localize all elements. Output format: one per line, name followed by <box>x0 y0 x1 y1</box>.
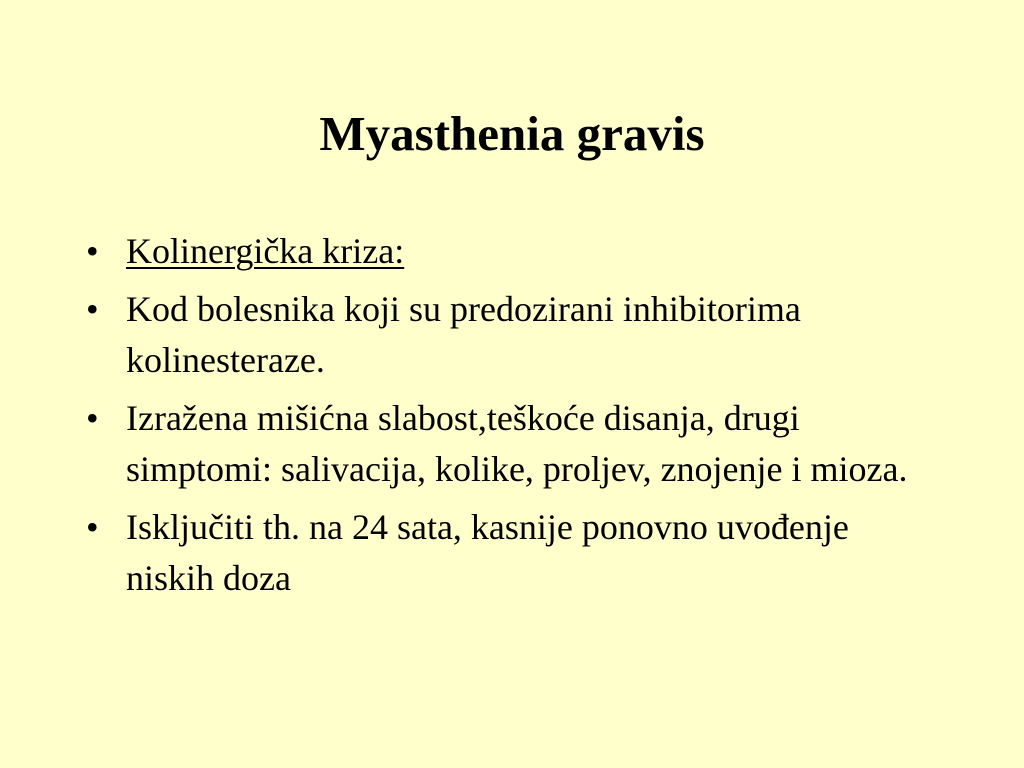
bullet-item-treatment <box>86 502 926 604</box>
bullet-text: Izražena mišićna slabost,teškoće disanja, drugi simptomi: salivacija, kolike, proljev, znojenje i mioza. <box>126 398 908 489</box>
bullet-item-symptoms <box>86 393 926 495</box>
bullet-dot-icon: • <box>86 507 99 547</box>
bullet-dot-icon: • <box>86 398 99 438</box>
bullet-item-cholinergic-crisis <box>86 226 926 277</box>
bullet-text: Kod bolesnika koji su predozirani inhibitorima kolinesteraze. <box>126 289 801 380</box>
bullet-item-overdose <box>86 284 926 386</box>
bullet-dot-icon: • <box>86 231 99 271</box>
bullet-text: Isključiti th. na 24 sata, kasnije ponovno uvođenje niskih doza <box>126 507 849 598</box>
slide-title: Myasthenia gravis <box>319 106 705 161</box>
bullet-dot-icon: • <box>86 289 99 329</box>
bullet-text: Kolinergička kriza: <box>126 231 405 271</box>
bullet-list <box>86 226 926 611</box>
